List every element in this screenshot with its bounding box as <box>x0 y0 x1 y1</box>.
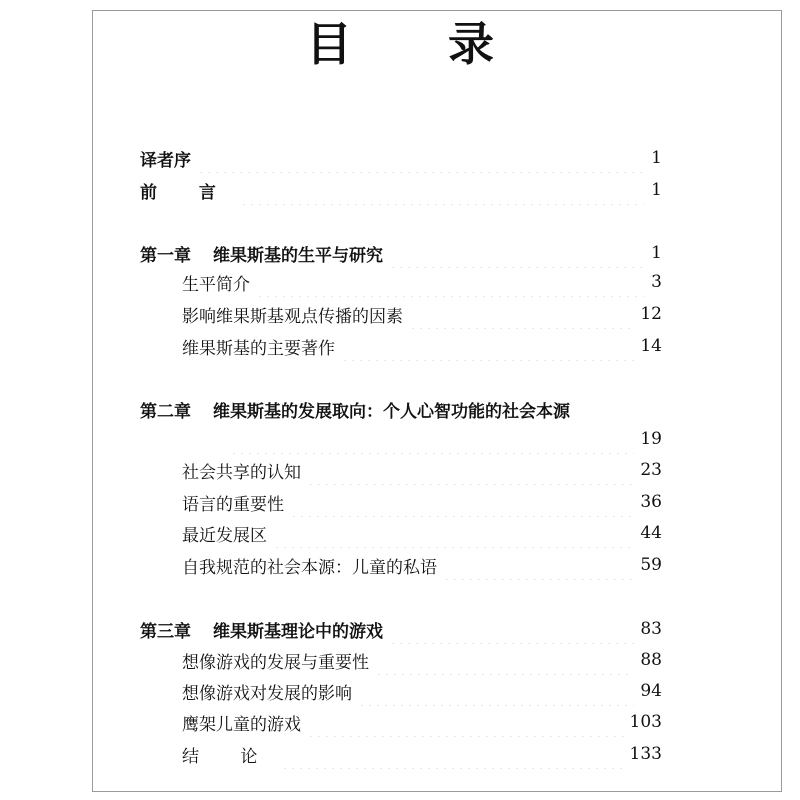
entry-label: 维果斯基的生平与研究 <box>213 245 383 266</box>
dot-leader <box>290 487 634 517</box>
toc-entry-section[interactable] <box>182 455 662 485</box>
entry-page: 12 <box>640 304 662 324</box>
entry-page: 1 <box>651 148 662 168</box>
toc-entry-section[interactable] <box>182 676 662 706</box>
entry-page: 36 <box>640 492 662 512</box>
entry-page: 19 <box>640 429 662 449</box>
entry-label: 社会共享的认知 <box>182 462 301 483</box>
chapter-number: 第二章 <box>140 401 191 422</box>
dot-leader <box>240 175 644 205</box>
entry-page: 44 <box>640 523 662 543</box>
dot-leader <box>273 518 634 548</box>
entry-label: 维果斯基的发展取向：个人心智功能的社会本源 <box>213 401 570 422</box>
dot-leader <box>341 331 634 361</box>
dot-leader <box>389 614 634 644</box>
toc-entry-section[interactable] <box>182 739 662 769</box>
entry-label: 前 言 <box>140 182 234 203</box>
entry-page: 14 <box>640 336 662 356</box>
dot-leader <box>358 676 634 706</box>
entry-label: 维果斯基理论中的游戏 <box>213 621 383 642</box>
entry-label: 生平简介 <box>182 274 250 295</box>
chapter-number: 第一章 <box>140 245 191 266</box>
toc-entry-section[interactable] <box>182 267 662 297</box>
entry-label: 维果斯基的主要著作 <box>182 338 335 359</box>
toc-entry-section[interactable] <box>182 707 662 737</box>
dot-leader <box>307 455 634 485</box>
entry-page: 133 <box>629 744 662 764</box>
toc-entry-section[interactable] <box>182 550 662 580</box>
entry-label: 想像游戏的发展与重要性 <box>182 652 369 673</box>
dot-leader <box>307 707 624 737</box>
entry-label: 鹰架儿童的游戏 <box>182 714 301 735</box>
dot-leader <box>389 238 644 268</box>
toc-entry-chapter-2[interactable] <box>140 394 662 424</box>
dot-leader <box>443 550 634 580</box>
entry-page: 83 <box>640 619 662 639</box>
entry-label: 自我规范的社会本源：儿童的私语 <box>182 557 437 578</box>
dot-leader <box>256 267 644 297</box>
entry-label: 语言的重要性 <box>182 494 284 515</box>
entry-page: 88 <box>640 650 662 670</box>
toc-entry-section[interactable] <box>182 299 662 329</box>
entry-label: 想像游戏对发展的影响 <box>182 683 352 704</box>
dot-leader <box>409 299 634 329</box>
entry-page: 3 <box>651 272 662 292</box>
page-title: 目 录 <box>305 17 534 71</box>
toc-entry-section[interactable] <box>182 518 662 548</box>
entry-page: 103 <box>629 712 662 732</box>
toc-entry-translator-preface[interactable] <box>140 143 662 173</box>
dot-leader <box>197 143 644 173</box>
toc-entry-foreword[interactable] <box>140 175 662 205</box>
entry-page: 1 <box>651 243 662 263</box>
dot-leader <box>230 424 634 454</box>
toc-entry-chapter-3[interactable] <box>140 614 662 644</box>
toc-entry-section[interactable] <box>182 487 662 517</box>
entry-label: 最近发展区 <box>182 525 267 546</box>
toc-entry-section[interactable] <box>182 331 662 361</box>
dot-leader <box>375 645 634 675</box>
entry-label: 译者序 <box>140 150 191 171</box>
dot-leader <box>281 739 623 769</box>
entry-label: 结 论 <box>182 746 276 767</box>
entry-page: 23 <box>640 460 662 480</box>
entry-page: 1 <box>651 180 662 200</box>
toc-entry-chapter-1[interactable] <box>140 238 662 268</box>
entry-page: 94 <box>640 681 662 701</box>
entry-label: 影响维果斯基观点传播的因素 <box>182 306 403 327</box>
toc-entry-chapter-2-page[interactable] <box>230 424 662 454</box>
toc-entry-section[interactable] <box>182 645 662 675</box>
chapter-number: 第三章 <box>140 621 191 642</box>
entry-page: 59 <box>640 555 662 575</box>
